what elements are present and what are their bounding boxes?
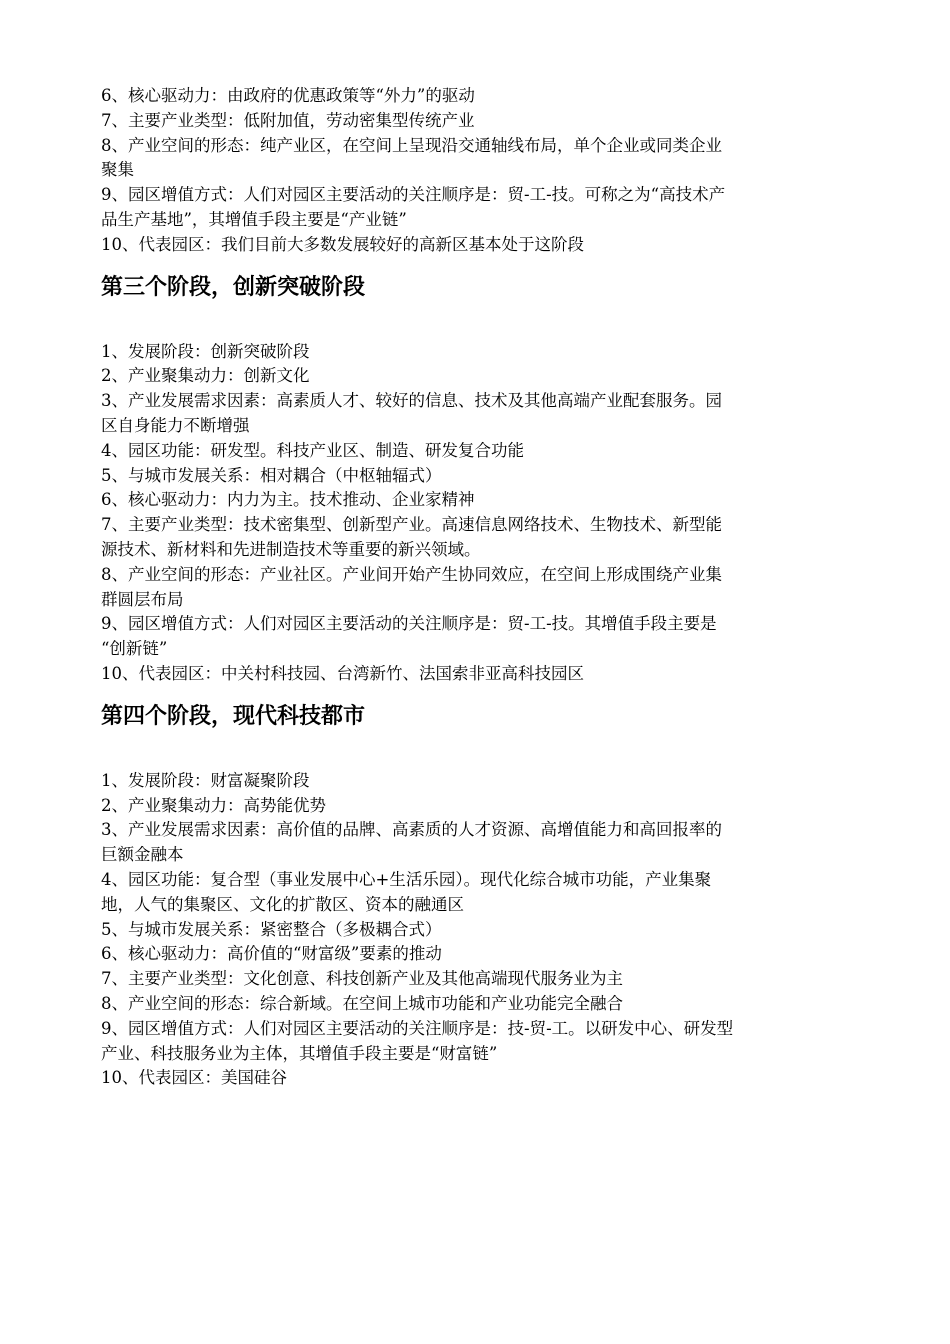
text-line: 4、园区功能：复合型（事业发展中心+生活乐园）。现代化综合城市功能，产业集聚 bbox=[101, 869, 712, 889]
text-line: 3、产业发展需求因素：高素质人才、较好的信息、技术及其他高端产业配套服务。园 bbox=[101, 391, 722, 411]
text-line: 5、与城市发展关系：相对耦合（中枢轴辐式） bbox=[101, 465, 442, 485]
text-line: 源技术、新材料和先进制造技术等重要的新兴领域。 bbox=[101, 539, 481, 559]
text-line: 群圆层布局 bbox=[101, 589, 184, 609]
text-line: 10、代表园区：中关村科技园、台湾新竹、法国索非亚高科技园区 bbox=[101, 663, 584, 683]
text-line: 4、园区功能：研发型。科技产业区、制造、研发复合功能 bbox=[101, 440, 524, 460]
text-line: 8、产业空间的形态：纯产业区，在空间上呈现沿交通轴线布局，单个企业或同类企业 bbox=[101, 135, 722, 155]
text-line: 10、代表园区：美国硅谷 bbox=[101, 1068, 287, 1088]
text-line: 1、发展阶段：财富凝聚阶段 bbox=[101, 770, 310, 790]
text-line: 8、产业空间的形态：产业社区。产业间开始产生协同效应，在空间上形成围绕产业集 bbox=[101, 564, 722, 584]
text-line: 品生产基地”，其增值手段主要是“产业链” bbox=[101, 209, 407, 229]
text-line: 10、代表园区：我们目前大多数发展较好的高新区基本处于这阶段 bbox=[101, 234, 584, 254]
text-line: “创新链” bbox=[101, 639, 168, 659]
text-line: 9、园区增值方式：人们对园区主要活动的关注顺序是：贸-工-技。可称之为“高技术产 bbox=[101, 185, 726, 205]
text-line: 2、产业聚集动力：高势能优势 bbox=[101, 795, 326, 815]
text-line: 7、主要产业类型：低附加值，劳动密集型传统产业 bbox=[101, 110, 475, 130]
text-line: 6、核心驱动力：内力为主。技术推动、企业家精神 bbox=[101, 490, 475, 510]
document-page bbox=[101, 84, 836, 1091]
text-line: 5、与城市发展关系：紧密整合（多极耦合式） bbox=[101, 919, 442, 939]
section-4-body bbox=[101, 769, 836, 1091]
text-line: 6、核心驱动力：由政府的优惠政策等“外力”的驱动 bbox=[101, 86, 475, 105]
text-line: 聚集 bbox=[101, 160, 134, 180]
text-line: 3、产业发展需求因素：高价值的品牌、高素质的人才资源、高增值能力和高回报率的 bbox=[101, 820, 722, 840]
text-line: 8、产业空间的形态：综合新域。在空间上城市功能和产业功能完全融合 bbox=[101, 993, 623, 1013]
text-line: 1、发展阶段：创新突破阶段 bbox=[101, 341, 310, 361]
text-line: 地，人气的集聚区、文化的扩散区、资本的融通区 bbox=[101, 894, 464, 914]
section-3-heading: 第三个阶段，创新突破阶段 bbox=[101, 274, 366, 300]
text-line: 2、产业聚集动力：创新文化 bbox=[101, 366, 310, 386]
section-3-body bbox=[101, 340, 836, 687]
text-line: 6、核心驱动力：高价值的“财富级”要素的推动 bbox=[101, 944, 442, 964]
section-2-continuation bbox=[101, 84, 836, 258]
text-line: 巨额金融本 bbox=[101, 845, 184, 865]
text-line: 7、主要产业类型：文化创意、科技创新产业及其他高端现代服务业为主 bbox=[101, 969, 623, 989]
text-line: 区自身能力不断增强 bbox=[101, 415, 250, 435]
text-line: 产业、科技服务业为主体，其增值手段主要是“财富链” bbox=[101, 1043, 498, 1063]
text-line: 9、园区增值方式：人们对园区主要活动的关注顺序是：技-贸-工。以研发中心、研发型 bbox=[101, 1018, 734, 1038]
section-4-heading: 第四个阶段，现代科技都市 bbox=[101, 703, 366, 729]
text-line: 9、园区增值方式：人们对园区主要活动的关注顺序是：贸-工-技。其增值手段主要是 bbox=[101, 614, 717, 634]
text-line: 7、主要产业类型：技术密集型、创新型产业。高速信息网络技术、生物技术、新型能 bbox=[101, 515, 722, 535]
